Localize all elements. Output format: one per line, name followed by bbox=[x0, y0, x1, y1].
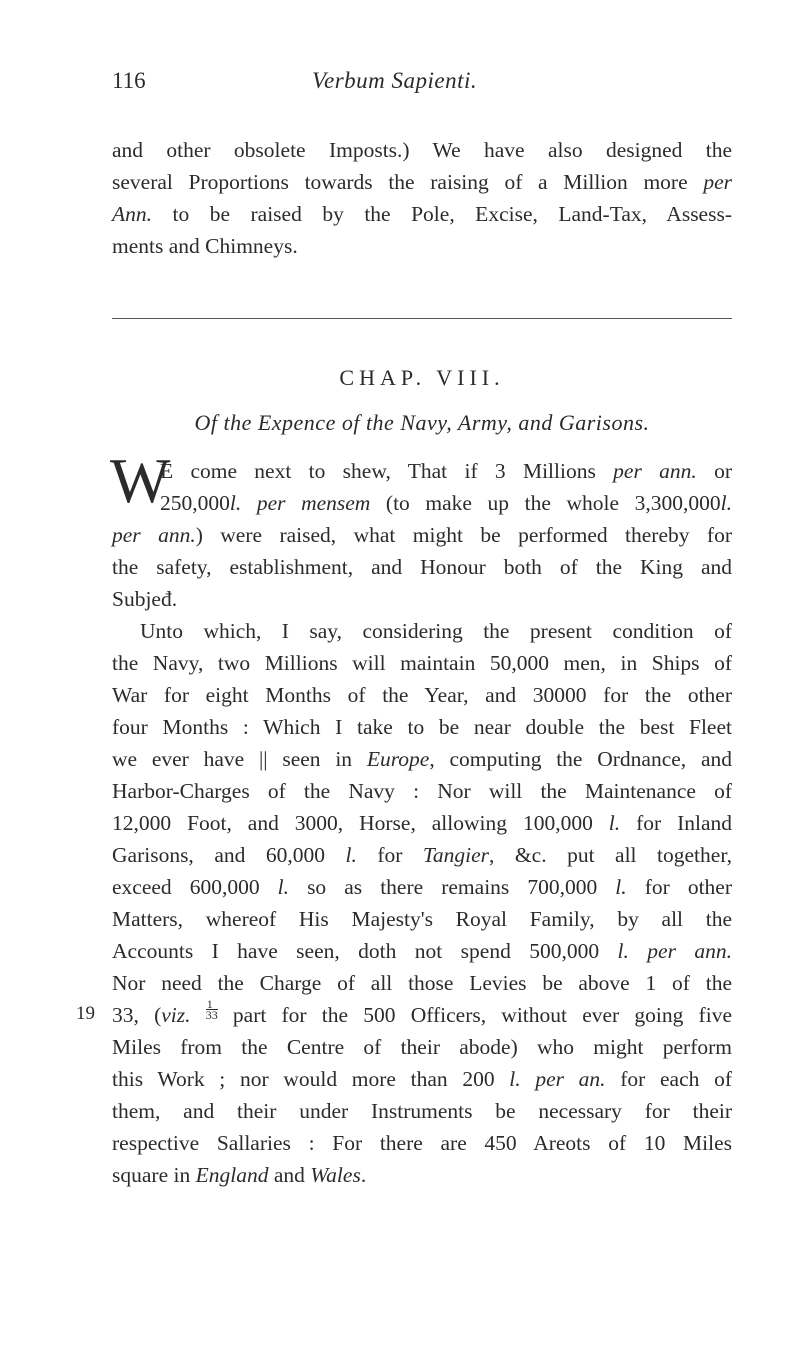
chapter-subtitle: Of the Expence of the Navy, Army, and Garisons. bbox=[194, 410, 650, 435]
text-line: respective Sallaries : For there are 450 Areots of 10 Miles bbox=[112, 1131, 732, 1155]
drop-cap: W bbox=[110, 445, 171, 516]
text-line: War for eight Months of the Year, and 30000 for the other bbox=[112, 683, 732, 707]
text-line: Ann. to be raised by the Pole, Excise, Land-Tax, Assess- bbox=[112, 202, 732, 226]
running-head: Verbum Sapienti. bbox=[312, 68, 478, 93]
text-line: per ann.) were raised, what might be performed thereby for bbox=[112, 523, 732, 547]
text-line: them, and their under Instruments be necessary for their bbox=[112, 1099, 732, 1123]
text-line: 12,000 Foot, and 3000, Horse, allowing 100,000 l. for Inland bbox=[112, 811, 732, 835]
text-line: square in England and Wales. bbox=[112, 1163, 367, 1187]
section-divider bbox=[112, 318, 732, 319]
text-line: this Work ; nor would more than 200 l. per an. for each of bbox=[112, 1067, 733, 1091]
text-line: ments and Chimneys. bbox=[112, 234, 298, 258]
text-line: the safety, establishment, and Honour both of the King and bbox=[112, 555, 732, 579]
text-line: Matters, whereof His Majesty's Royal Family, by all the bbox=[112, 907, 732, 931]
page-number: 116 bbox=[112, 68, 146, 93]
text-line: Miles from the Centre of their abode) who might perform bbox=[112, 1035, 732, 1059]
text-line: E come next to shew, That if 3 Millions per ann. or bbox=[160, 459, 732, 483]
text-line: four Months : Which I take to be near double the best Fleet bbox=[112, 715, 732, 739]
chapter-title: CHAP. VIII. bbox=[339, 365, 505, 390]
page-header bbox=[112, 68, 732, 104]
text-line: several Proportions towards the raising of a Million more per bbox=[112, 170, 732, 194]
continuation-paragraph bbox=[112, 134, 732, 262]
text-line: 250,000l. per mensem (to make up the whole 3,300,000l. bbox=[160, 491, 732, 515]
opening-paragraph bbox=[112, 455, 732, 615]
text-line: Subjeđ. bbox=[112, 587, 178, 611]
text-line: Garisons, and 60,000 l. for Tangier, &c. put all together, bbox=[112, 843, 732, 867]
fraction: $\frac{1}{33}$ bbox=[205, 997, 218, 1022]
text-line: Accounts I have seen, doth not spend 500,000 l. per ann. bbox=[112, 939, 732, 963]
text-line: we ever have || seen in Europe, computing the Ordnance, and bbox=[112, 747, 733, 771]
text-line: and other obsolete Imposts.) We have also designed the bbox=[112, 138, 732, 162]
text-line: exceed 600,000 l. so as there remains 700,000 l. for other bbox=[112, 875, 732, 899]
body-paragraph bbox=[112, 615, 732, 1191]
text-line: Nor need the Charge of all those Levies be above 1 of the bbox=[112, 971, 732, 995]
text-line: Harbor-Charges of the Navy : Nor will the Maintenance of bbox=[112, 779, 732, 803]
margin-number: 19 bbox=[76, 1003, 95, 1024]
text-line: 33, (viz. $\frac{1}{33}$ part for the 500 Officers, without ever going five bbox=[112, 997, 732, 1027]
text-line: the Navy, two Millions will maintain 50,000 men, in Ships of bbox=[112, 651, 732, 675]
text-line: Unto which, I say, considering the present condition of bbox=[140, 619, 732, 643]
